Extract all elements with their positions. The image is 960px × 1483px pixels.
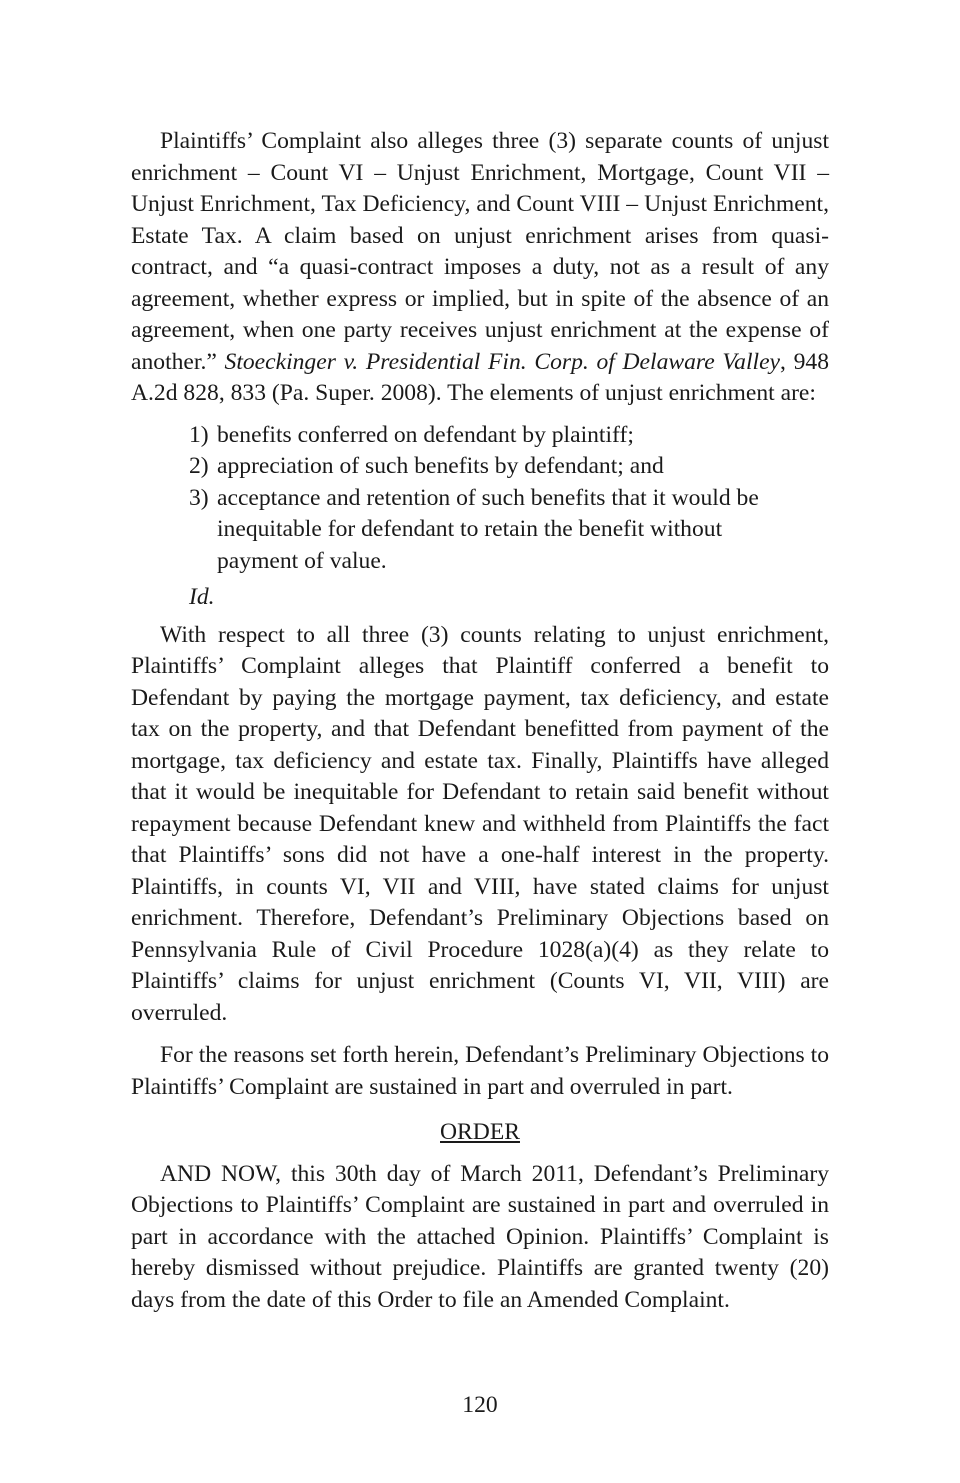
paragraph-conclusion: For the reasons set forth herein, Defendant’s Preliminary Objections to Plaintiffs’ Complaint are sustained in part and overruled in part.: [131, 1042, 829, 1100]
case-citation-name: Stoeckinger v. Presidential Fin. Corp. of Delaware Valley: [224, 348, 781, 375]
page-number: 120: [462, 1392, 498, 1418]
list-item: [189, 451, 779, 483]
paragraph-unjust-enrichment-counts: [131, 126, 829, 410]
list-item-text: benefits conferred on defendant by plaintiff;: [217, 421, 634, 448]
list-item-text: appreciation of such benefits by defendant; and: [217, 453, 664, 479]
order-heading: ORDER: [440, 1119, 520, 1145]
list-item-number: 2): [189, 453, 209, 479]
list-item: [189, 483, 779, 578]
unjust-enrichment-elements-list: [189, 420, 779, 578]
list-item-text: acceptance and retention of such benefits that it would be inequitable for defendant to retain the benefit without payment of value.: [217, 484, 759, 574]
order-paragraph: AND NOW, this 30th day of March 2011, Defendant’s Preliminary Objections to Plaintiffs’ Complaint are sustained in part and overruled in part in accordance with the attached Opinion. Plaintiffs’ Complaint is hereby dismissed without prejudice. Plaintiffs are granted twenty (20) days from the date of this Order to file an Amended Complaint.: [131, 1160, 829, 1313]
list-item-number: 1): [189, 421, 209, 448]
paragraph-counts-analysis: With respect to all three (3) counts relating to unjust enrichment, Plaintiffs’ Complaint alleges that Plaintiff conferred a benefit to Defendant by paying the mortgage payment, tax deficiency, and estate tax on the property, and that Defendant benefitted from payment of the mortgage, tax deficiency and estate tax. Finally, Plaintiffs have alleged that it would be inequitable for Defendant to retain said benefit without repayment because Defendant knew and withheld from Plaintiffs the fact that Plaintiffs’ sons did not have a one-half interest in the property. Plaintiffs, in counts VI, VII and VIII, have stated claims for unjust enrichment. Therefore, Defendant’s Preliminary Objections based on Pennsylvania Rule of Civil Procedure 1028(a)(4) as they relate to Plaintiffs’ claims for unjust enrichment (Counts VI, VII, VIII) are overruled.: [131, 621, 829, 1026]
document-body: [131, 126, 829, 1316]
paragraph-1-citation-tail: , 948 A.2d 828, 833 (Pa. Super. 2008). The elements of unjust enrichment are:: [131, 348, 830, 406]
paragraph-1-text: Plaintiffs’ Complaint also alleges three (3) separate counts of unjust enrichment – Count VI – Unjust Enrichment, Mortgage, Count VII – Unjust Enrichment, Tax Deficiency, and Count VIII – Unjust Enrichment, Estate Tax. A claim based on unjust enrichment arises from quasi-contract, and “a quasi-contract imposes a duty, not as a result of any agreement, whether express or implied, but in spite of the absence of an agreement, when one party receives unjust enrichment at the expense of another.”: [131, 128, 829, 375]
citation-id: Id.: [189, 584, 215, 610]
list-item-number: 3): [189, 484, 209, 511]
list-item: [189, 420, 779, 452]
